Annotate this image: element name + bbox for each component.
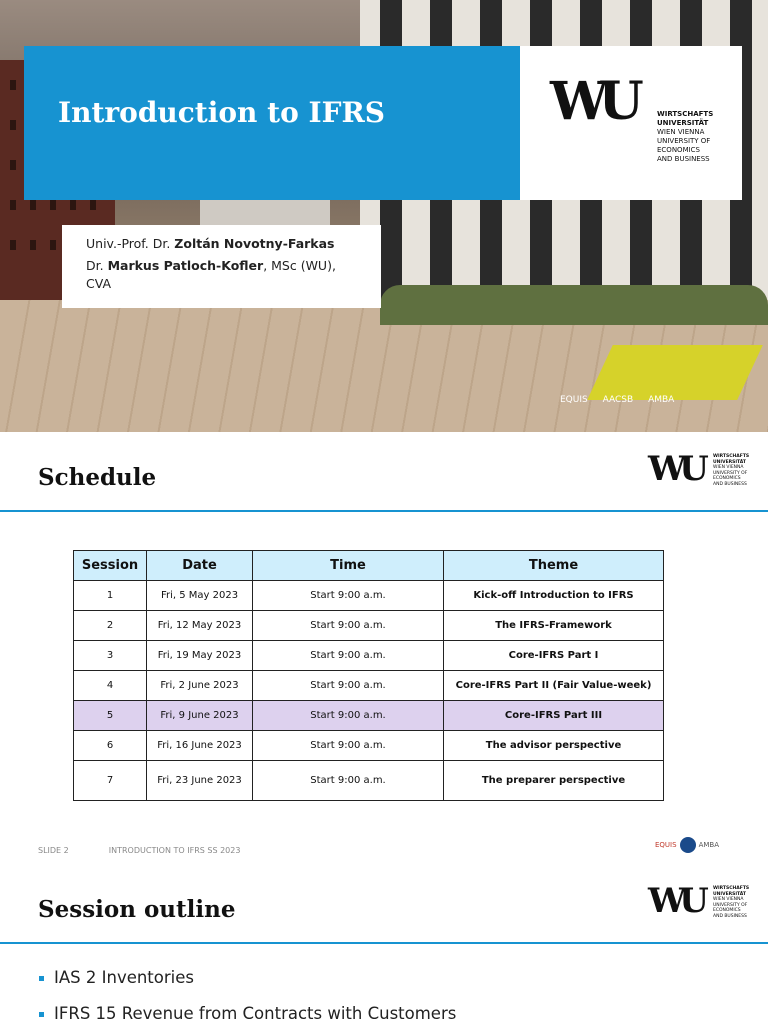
accreditation-logos (560, 395, 686, 405)
list-item: IFRS 15 Revenue from Contracts with Customers (38, 1004, 456, 1023)
table-row: 3 Fri, 19 May 2023 Start 9:00 a.m. Core-IFRS Part I (74, 641, 664, 671)
table-header-row (74, 551, 664, 581)
header-date: Date (147, 551, 253, 581)
header-session: Session (74, 551, 147, 581)
table-row: 4 Fri, 2 June 2023 Start 9:00 a.m. Core-IFRS Part II (Fair Value-week) (74, 671, 664, 701)
accreditation-logos-small (655, 837, 719, 853)
slide-number: SLIDE 2 (38, 846, 69, 855)
aacsb-logo: AACSB (602, 395, 634, 405)
schedule-table (73, 550, 664, 801)
slide-footer (38, 846, 240, 855)
title-bar (24, 46, 520, 200)
presentation-title: Introduction to IFRS (58, 96, 385, 129)
wu-logo-mark: WU (648, 449, 702, 489)
table-row: 1 Fri, 5 May 2023 Start 9:00 a.m. Kick-off Introduction to IFRS (74, 581, 664, 611)
header-theme: Theme (444, 551, 664, 581)
table-row: 2 Fri, 12 May 2023 Start 9:00 a.m. The IFRS-Framework (74, 611, 664, 641)
course-name: INTRODUCTION TO IFRS SS 2023 (108, 846, 241, 855)
equis-logo: EQUIS (560, 395, 588, 405)
list-item: IAS 2 Inventories (38, 968, 456, 987)
schedule-slide (0, 432, 768, 864)
wu-logo-mark: WU (648, 881, 702, 921)
title-divider (0, 942, 768, 944)
wu-logo-mark: WU (550, 71, 634, 132)
aacsb-logo-icon (680, 837, 696, 853)
outline-slide (0, 864, 768, 1024)
amba-logo: AMBA (648, 395, 675, 405)
authors-box (62, 225, 381, 308)
title-divider (0, 510, 768, 512)
author-2: Dr. Markus Patloch-Kofler, MSc (WU), CVA (86, 258, 336, 291)
wu-logo-text: WIRTSCHAFTS UNIVERSITÄT WIEN VIENNA UNIVERSITY OF ECONOMICS AND BUSINESS (657, 110, 714, 163)
title-slide (0, 0, 768, 432)
wu-logo-text: WIRTSCHAFTS UNIVERSITÄT WIEN VIENNA UNIVERSITY OF ECONOMICS AND BUSINESS (713, 886, 750, 919)
table-row-highlighted: 5 Fri, 9 June 2023 Start 9:00 a.m. Core-IFRS Part III (74, 701, 664, 731)
planters (380, 285, 768, 325)
yellow-bench (587, 345, 763, 400)
slide-title: Schedule (38, 464, 157, 491)
equis-logo: EQUIS (655, 841, 677, 849)
table-row: 6 Fri, 16 June 2023 Start 9:00 a.m. The advisor perspective (74, 731, 664, 761)
header-time: Time (253, 551, 444, 581)
amba-logo: AMBA (698, 841, 719, 849)
wu-logo-text: WIRTSCHAFTS UNIVERSITÄT WIEN VIENNA UNIVERSITY OF ECONOMICS AND BUSINESS (713, 454, 750, 487)
outline-list (38, 968, 456, 1024)
table-row: 7 Fri, 23 June 2023 Start 9:00 a.m. The preparer perspective (74, 761, 664, 801)
wu-logo (520, 46, 742, 200)
slide-title: Session outline (38, 896, 236, 923)
author-1: Univ.-Prof. Dr. Zoltán Novotny-Farkas (86, 236, 335, 251)
